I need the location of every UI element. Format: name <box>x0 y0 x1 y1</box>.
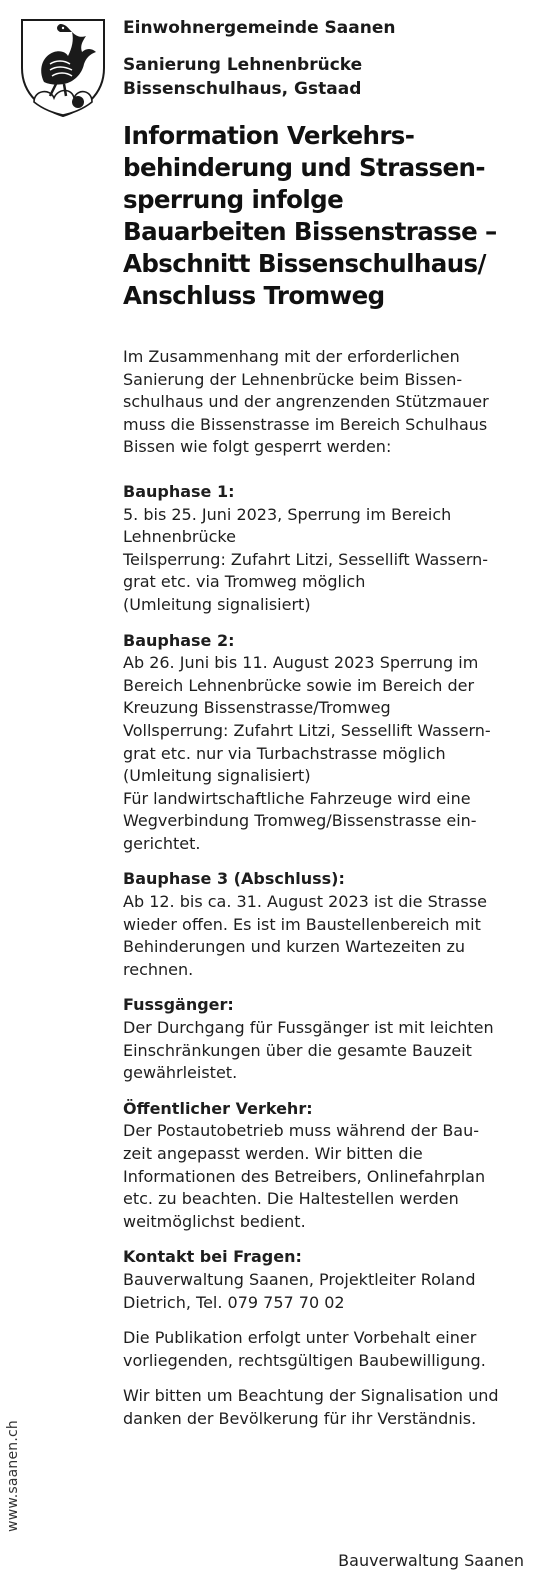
section-line: Lehnenbrücke <box>123 527 236 547</box>
section-line: gewährleistet. <box>123 1063 238 1083</box>
intro-paragraph <box>123 346 531 459</box>
section-line: Einschränkungen über die gesamte Bauzeit <box>123 1040 472 1060</box>
notice-headline <box>123 120 531 312</box>
section-heading: Bauphase 1: <box>123 481 235 501</box>
headline-line: sperrung infolge <box>123 185 344 214</box>
section-line: Teilsperrung: Zufahrt Litzi, Sessellift Wassern- <box>123 549 489 569</box>
section-line: Der Durchgang für Fussgänger ist mit leichten <box>123 1018 494 1038</box>
notice-content <box>123 16 531 1431</box>
section-pedestrians <box>123 994 531 1084</box>
section-line: Behinderungen und kurzen Wartezeiten zu <box>123 937 465 957</box>
section-line: etc. zu beachten. Die Haltestellen werden <box>123 1189 459 1209</box>
intro-line: Bissen wie folgt gesperrt werden: <box>123 437 392 457</box>
section-contact <box>123 1246 531 1314</box>
signature: Bauverwaltung Saanen <box>338 1551 524 1570</box>
section-line: weitmöglichst bedient. <box>123 1211 306 1231</box>
section-line: Informationen des Betreibers, Onlinefahrplan <box>123 1166 486 1186</box>
section-line: 5. bis 25. Juni 2023, Sperrung im Bereich <box>123 504 452 524</box>
headline-line: Information Verkehrs- <box>123 121 415 150</box>
section-disclaimer <box>123 1327 531 1372</box>
section-line: Für landwirtschaftliche Fahrzeuge wird eine <box>123 788 471 808</box>
section-line: Dietrich, Tel. 079 757 70 02 <box>123 1292 345 1312</box>
section-line: Wegverbindung Tromweg/Bissenstrasse ein- <box>123 811 477 831</box>
intro-line: schulhaus und der angrenzenden Stützmauer <box>123 392 489 412</box>
section-line: zeit angepasst werden. Wir bitten die <box>123 1144 423 1163</box>
section-line: gerichtet. <box>123 833 201 853</box>
section-bauphase-3 <box>123 868 531 981</box>
headline-line: Bauarbeiten Bissenstrasse – <box>123 217 497 246</box>
section-line: (Umleitung signalisiert) <box>123 766 311 786</box>
section-line: wieder offen. Es ist im Baustellenbereich mit <box>123 914 481 934</box>
project-title-line-1: Sanierung Lehnenbrücke <box>123 55 363 75</box>
section-heading: Fussgänger: <box>123 995 234 1015</box>
section-bauphase-2 <box>123 630 531 856</box>
section-line: grat etc. nur via Turbachstrasse möglich <box>123 743 446 763</box>
headline-line: Anschluss Tromweg <box>123 281 385 310</box>
section-line: grat etc. via Tromweg möglich <box>123 572 366 592</box>
section-line: rechnen. <box>123 959 194 979</box>
section-line: Die Publikation erfolgt unter Vorbehalt einer <box>123 1328 477 1348</box>
intro-line: muss die Bissenstrasse im Bereich Schulhaus <box>123 414 488 434</box>
section-bauphase-1 <box>123 481 531 617</box>
section-line: Ab 12. bis ca. 31. August 2023 ist die Strasse <box>123 892 487 912</box>
section-heading: Kontakt bei Fragen: <box>123 1247 302 1267</box>
section-line: danken der Bevölkerung für ihr Verständnis. <box>123 1408 477 1428</box>
municipality-name: Einwohnergemeinde Saanen <box>123 18 396 38</box>
headline-line: behinderung und Strassen- <box>123 153 485 182</box>
project-title-line-2: Bissenschulhaus, Gstaad <box>123 79 362 99</box>
section-heading: Bauphase 3 (Abschluss): <box>123 869 345 889</box>
section-line: Wir bitten um Beachtung der Signalisation und <box>123 1386 499 1406</box>
website-url[interactable]: www.saanen.ch <box>5 1420 21 1532</box>
saanen-crest-icon <box>20 18 106 118</box>
section-closing <box>123 1385 531 1430</box>
section-line: (Umleitung signalisiert) <box>123 594 311 614</box>
intro-line: Im Zusammenhang mit der erforderlichen <box>123 347 460 366</box>
section-line: Bereich Lehnenbrücke sowie im Bereich der <box>123 675 475 695</box>
section-heading: Bauphase 2: <box>123 630 235 650</box>
section-public-transport <box>123 1098 531 1234</box>
section-line: Kreuzung Bissenstrasse/Tromweg <box>123 698 391 718</box>
section-heading: Öffentlicher Verkehr: <box>123 1098 313 1118</box>
section-line: Ab 26. Juni bis 11. August 2023 Sperrung im <box>123 653 479 673</box>
section-line: Bauverwaltung Saanen, Projektleiter Roland <box>123 1269 476 1289</box>
section-line: Vollsperrung: Zufahrt Litzi, Sessellift Wassern- <box>123 720 491 740</box>
section-line: Der Postautobetrieb muss während der Bau- <box>123 1121 480 1141</box>
intro-line: Sanierung der Lehnenbrücke beim Bissen- <box>123 369 463 389</box>
headline-line: Abschnitt Bissenschulhaus/ <box>123 249 486 278</box>
section-line: vorliegenden, rechtsgültigen Baubewilligung. <box>123 1350 486 1370</box>
